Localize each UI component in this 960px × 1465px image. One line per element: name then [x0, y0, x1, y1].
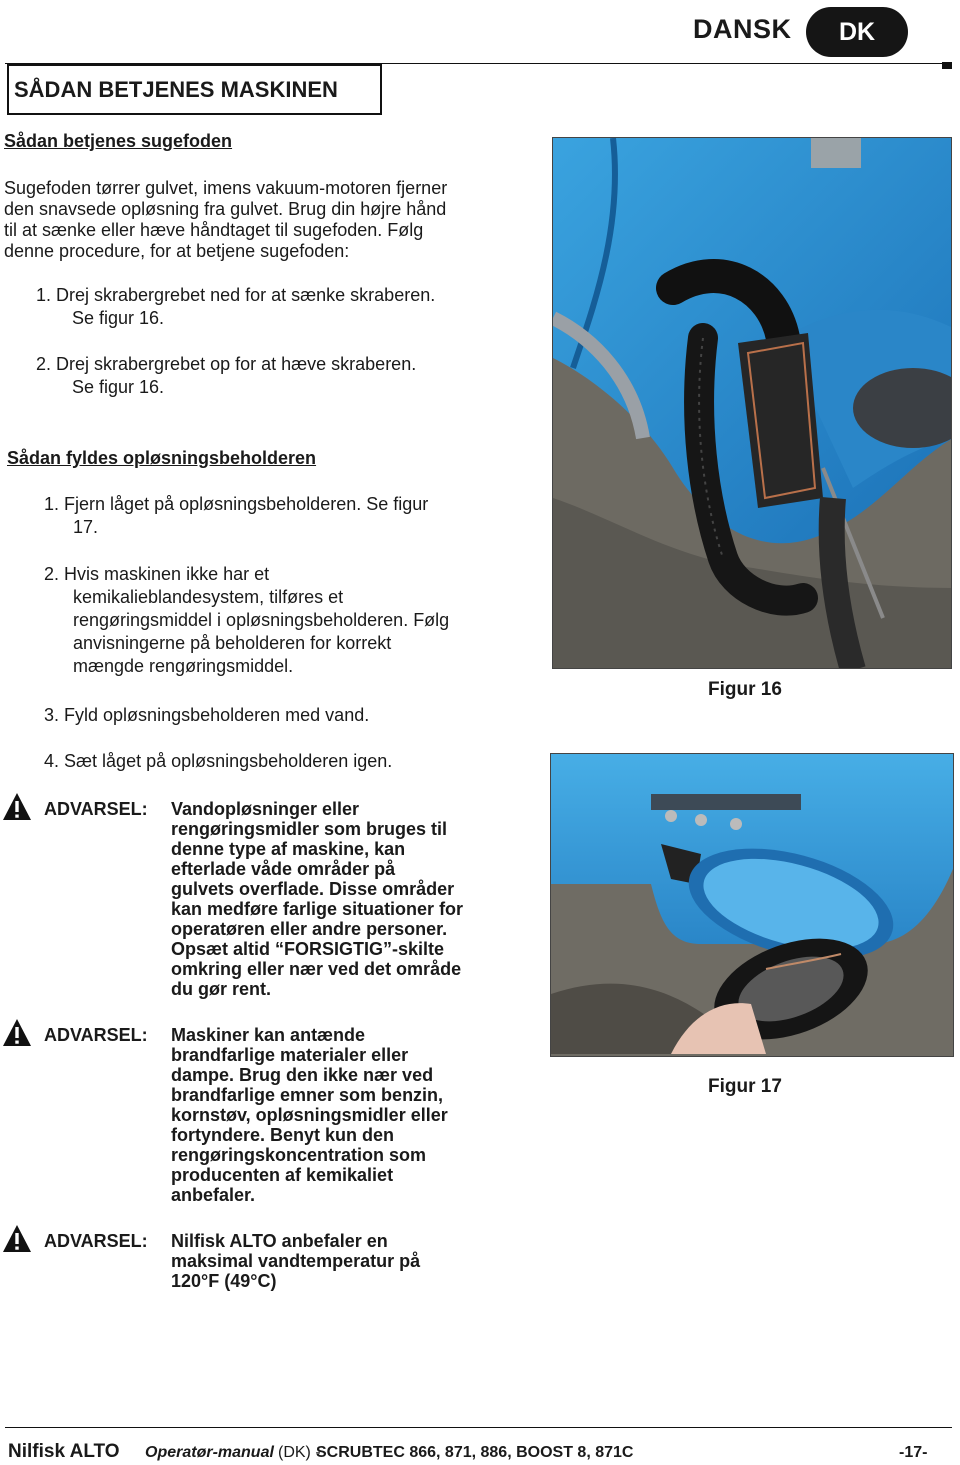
step-text: kemikalieblandesystem, tilføres et [73, 587, 344, 607]
intro-line: denne procedure, for at betjene sugefoden: [4, 241, 350, 261]
squeegee-step-1 [36, 284, 435, 330]
warning-text [171, 799, 463, 999]
warning-triangle-icon [2, 1018, 32, 1047]
step-text: 17. [73, 517, 99, 537]
warning-line: dampe. Brug den ikke nær ved [171, 1065, 434, 1085]
figure-16-photo [552, 137, 952, 669]
warning-text [171, 1231, 420, 1291]
step-text: rengøringsmiddel i opløsningsbeholderen. Følg [73, 610, 450, 630]
squeegee-intro [4, 178, 447, 262]
warning-line: Opsæt altid “FORSIGTIG”-skilte [171, 939, 445, 959]
figure-17-caption: Figur 17 [708, 1076, 782, 1097]
footer-divider [5, 1427, 952, 1428]
solution-tank-lid-illustration [551, 754, 954, 1057]
warning-line: Vandopløsninger eller [171, 799, 360, 819]
footer-brand: Nilfisk ALTO [8, 1441, 120, 1462]
warning-line: gulvets overflade. Disse områder [171, 879, 455, 899]
footer-language: (DK) - [278, 1444, 321, 1461]
step-number: 2. [36, 354, 52, 374]
step-text: Drej skrabergrebet ned for at sænke skraberen. [56, 285, 436, 305]
step-number: 2. [44, 564, 60, 584]
fill-step-4 [44, 750, 392, 773]
warning-line: Nilfisk ALTO anbefaler en [171, 1231, 388, 1251]
step-text: Se figur 16. [72, 308, 165, 328]
warning-triangle-icon [2, 792, 32, 821]
step-text: Fyld opløsningsbeholderen med vand. [64, 705, 370, 725]
step-number: 4. [44, 751, 60, 771]
step-text: Hvis maskinen ikke har et [64, 564, 270, 584]
page-number: -17- [899, 1444, 928, 1461]
squeegee-lever-illustration [553, 138, 952, 669]
warning-label: ADVARSEL: [44, 1231, 148, 1251]
intro-line: Sugefoden tørrer gulvet, imens vakuum-motoren fjerner [4, 178, 448, 198]
step-number: 1. [36, 285, 52, 305]
section-title: SÅDAN BETJENES MASKINEN [14, 77, 338, 102]
warning-text [171, 1025, 448, 1205]
warning-line: omkring eller nær ved det område [171, 959, 462, 979]
fill-heading: Sådan fyldes opløsningsbeholderen [7, 448, 317, 468]
fill-step-3 [44, 704, 369, 727]
footer-manual-title: Operatør-manual [145, 1444, 274, 1461]
warning-line: 120°F (49°C) [171, 1271, 277, 1291]
warning-line: du gør rent. [171, 979, 271, 999]
warning-line: producenten af kemikaliet [171, 1165, 394, 1185]
warning-label: ADVARSEL: [44, 1025, 148, 1045]
squeegee-step-2 [36, 353, 416, 399]
step-number: 3. [44, 705, 60, 725]
warning-line: kornstøv, opløsningsmidler eller [171, 1105, 448, 1125]
warning-line: brandfarlige emner som benzin, [171, 1085, 444, 1105]
squeegee-heading: Sådan betjenes sugefoden [4, 131, 233, 151]
intro-line: den snavsede opløsning fra gulvet. Brug din højre hånd [4, 199, 447, 219]
footer-model-list: SCRUBTEC 866, 871, 886, BOOST 8, 871C [316, 1444, 634, 1461]
figure-16-caption: Figur 16 [708, 679, 782, 700]
warning-line: rengøringskoncentration som [171, 1145, 427, 1165]
warning-line: anbefaler. [171, 1185, 256, 1205]
warning-line: fortyndere. Benyt kun den [171, 1125, 395, 1145]
step-text: anvisningerne på beholderen for korrekt [73, 633, 392, 653]
warning-line: denne type af maskine, kan [171, 839, 406, 859]
step-text: Fjern låget på opløsningsbeholderen. Se figur [64, 494, 429, 514]
warning-line: operatøren eller andre personer. [171, 919, 448, 939]
fill-step-1 [44, 493, 484, 539]
header-rule-marker [942, 62, 952, 69]
step-text: Drej skrabergrebet op for at hæve skraberen. [56, 354, 417, 374]
language-code-badge: DK [806, 7, 908, 57]
warning-line: Maskiner kan antænde [171, 1025, 366, 1045]
step-text: Sæt låget på opløsningsbeholderen igen. [64, 751, 393, 771]
warning-label: ADVARSEL: [44, 799, 148, 819]
fill-step-2 [44, 563, 484, 678]
step-number: 1. [44, 494, 60, 514]
warning-line: brandfarlige materialer eller [171, 1045, 409, 1065]
warning-line: efterlade våde områder på [171, 859, 396, 879]
figure-17-photo [550, 753, 954, 1057]
warning-line: maksimal vandtemperatur på [171, 1251, 421, 1271]
intro-line: til at sænke eller hæve håndtaget til sugefoden. Følg [4, 220, 424, 240]
warning-line: rengøringsmidler som bruges til [171, 819, 448, 839]
warning-triangle-icon [2, 1224, 32, 1253]
warning-line: kan medføre farlige situationer for [171, 899, 464, 919]
step-text: mængde rengøringsmiddel. [73, 656, 294, 676]
step-text: Se figur 16. [72, 377, 165, 397]
language-label: DANSK [693, 14, 792, 44]
